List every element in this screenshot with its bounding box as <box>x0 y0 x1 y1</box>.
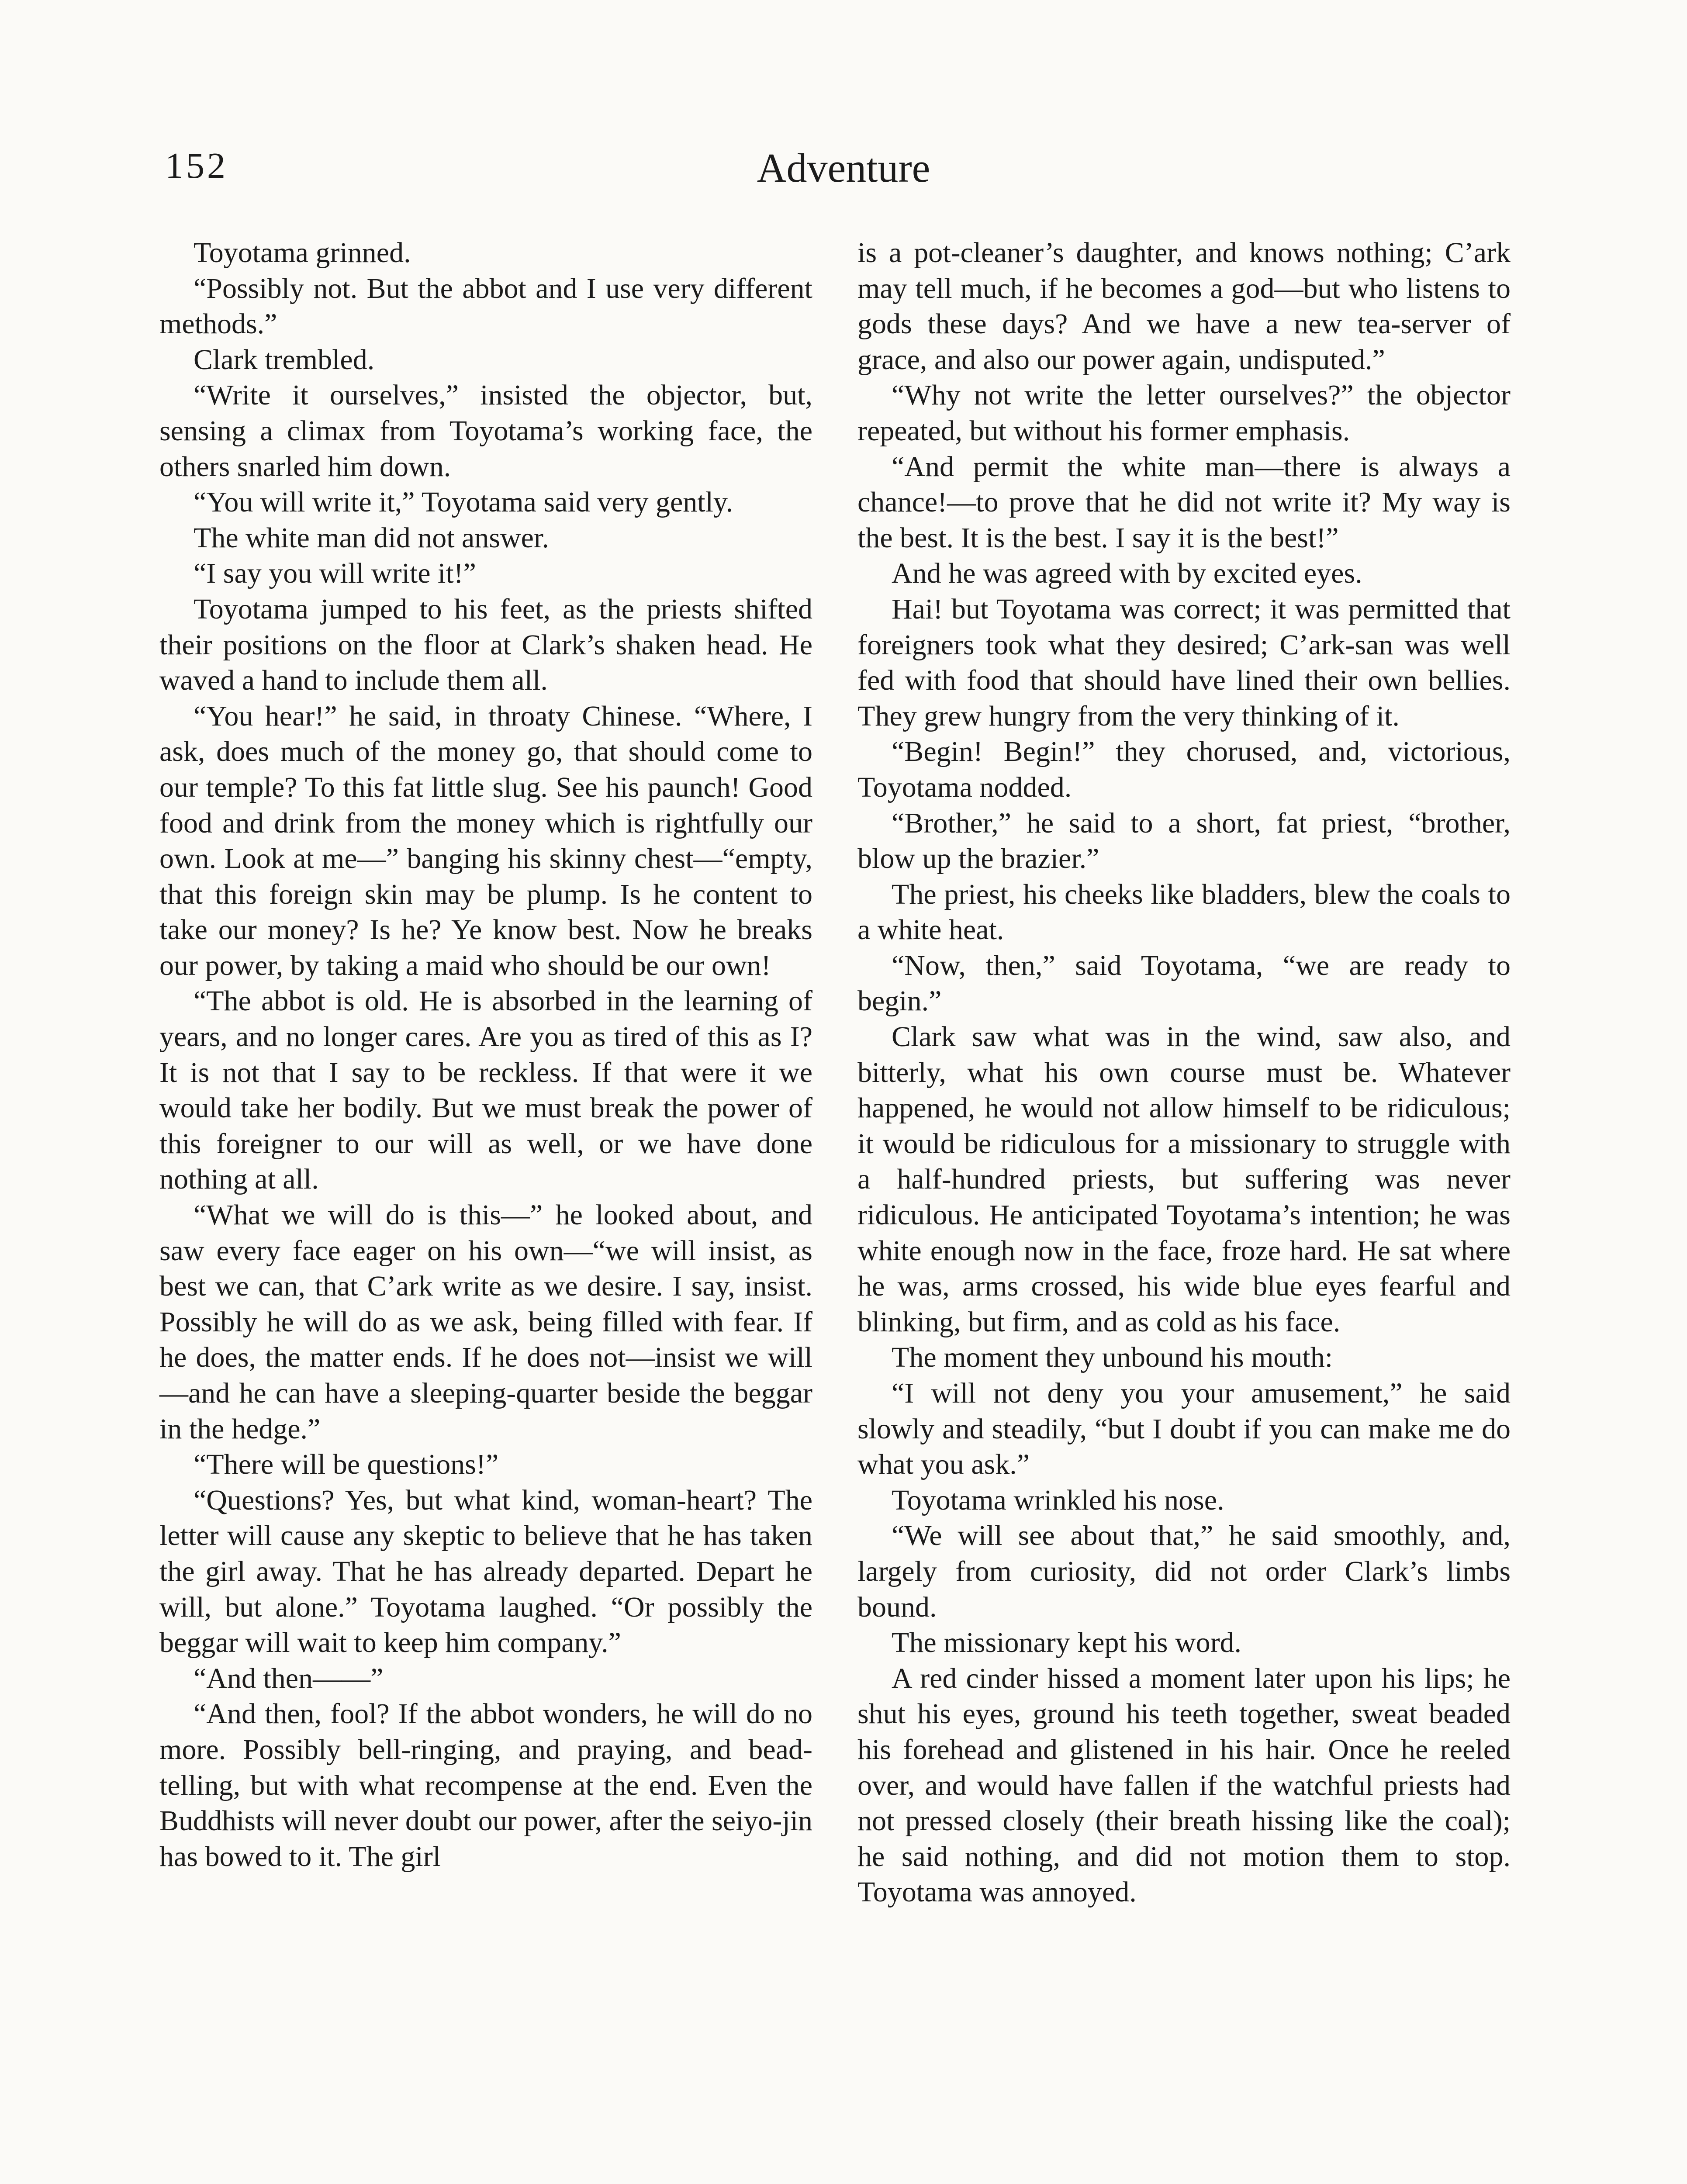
paragraph: Toyotama jumped to his feet, as the priests shifted their positions on the floor at Clark’s shaken head. He waved a hand to include them all. <box>159 593 812 697</box>
running-title: Adventure <box>757 145 930 191</box>
paragraph: “There will be questions!” <box>194 1448 499 1481</box>
paragraph: Toyotama wrinkled his nose. <box>892 1484 1224 1516</box>
paragraph: And he was agreed with by excited eyes. <box>892 557 1362 590</box>
paragraph: “Now, then,” said Toyotama, “we are ready to begin.” <box>857 949 1511 1017</box>
paragraph: “And then——” <box>194 1662 384 1694</box>
paragraph: Clark saw what was in the wind, saw also, and bitterly, what his own course must be. Whatever happened, he would not allow himself to be ridiculous; it would be ridiculous for a missionary to struggle with a half-hundred priests, but suffering was never ridiculous. He anticipated Toyotama’s intention; he was white enough now in the face, froze hard. He sat where he was, arms crossed, his wide blue eyes fearful and blinking, but firm, and as cold as his face. <box>857 1021 1511 1338</box>
left-column <box>159 235 812 1874</box>
right-column <box>857 235 1511 1910</box>
paragraph: The missionary kept his word. <box>892 1627 1242 1659</box>
paragraph: “I will not deny you your amusement,” he said slowly and steadily, “but I doubt if you can make me do what you ask.” <box>857 1377 1511 1481</box>
paragraph-continued: is a pot-cleaner’s daughter, and knows nothing; C’ark may tell much, if he becomes a god—but who listens to gods these days? And we have a new tea-server of grace, and also our power again, undisputed.” <box>857 237 1511 376</box>
paragraph: “You hear!” he said, in throaty Chinese. “Where, I ask, does much of the money go, that should come to our temple? To this fat little slug. See his paunch! Good food and drink from the money which is rightfully our own. Look at me—” banging his skinny chest—“empty, that this foreign skin may be plump. Is he content to take our money? Is he? Ye know best. Now he breaks our power, by taking a maid who should be our own! <box>159 700 812 981</box>
paragraph: Toyotama grinned. <box>194 237 411 269</box>
paragraph: “We will see about that,” he said smoothly, and, largely from curiosity, did not order Clark’s limbs bound. <box>857 1520 1511 1623</box>
paragraph: “You will write it,” Toyotama said very gently. <box>194 486 733 518</box>
paragraph: “Begin! Begin!” they chorused, and, victorious, Toyotama nodded. <box>857 736 1511 803</box>
paragraph: Clark trembled. <box>194 343 375 376</box>
paragraph: “Write it ourselves,” insisted the objector, but, sensing a climax from Toyotama’s working face, the others snarled him down. <box>159 379 812 483</box>
paragraph: “And then, fool? If the abbot wonders, he will do no more. Possibly bell-ringing, and praying, and bead-telling, but with what recompense at the end. Even the Buddhists will never doubt our power, after the seiyo-jin has bowed to it. The girl <box>159 1698 812 1873</box>
paragraph: “And permit the white man—there is always a chance!—to prove that he did not write it? My way is the best. It is the best. I say it is the best!” <box>857 450 1511 554</box>
paragraph: “The abbot is old. He is absorbed in the learning of years, and no longer cares. Are you as tired of this as I? It is not that I say to be reckless. If that were it we would take her bodily. But we must break the power of this foreigner to our will as well, or we have done nothing at all. <box>159 985 812 1196</box>
paragraph: Hai! but Toyotama was correct; it was permitted that foreigners took what they desired; C’ark-san was well fed with food that should have lined their own bellies. They grew hungry from the very thinking of it. <box>857 593 1511 732</box>
paragraph: “Brother,” he said to a short, fat priest, “brother, blow up the brazier.” <box>857 807 1511 875</box>
paragraph: “Why not write the letter ourselves?” the objector repeated, but without his former emphasis. <box>857 379 1511 447</box>
paragraph: “Questions? Yes, but what kind, woman-heart? The letter will cause any skeptic to believe that he has taken the girl away. That he has already departed. Depart he will, but alone.” Toyotama laughed. “Or possibly the beggar will wait to keep him company.” <box>159 1484 812 1659</box>
paragraph: “What we will do is this—” he looked about, and saw every face eager on his own—“we will insist, as best we can, that C’ark write as we desire. I say, insist. Possibly he will do as we ask, being filled with fear. If he does, the matter ends. If he does not—insist we will—and he can have a sleeping-quarter beside the beggar in the hedge.” <box>159 1199 812 1445</box>
paragraph: “Possibly not. But the abbot and I use very different methods.” <box>159 272 812 340</box>
paragraph: The white man did not answer. <box>194 522 549 554</box>
paragraph: “I say you will write it!” <box>194 557 476 590</box>
page-number: 152 <box>165 145 228 186</box>
paragraph: The priest, his cheeks like bladders, blew the coals to a white heat. <box>857 878 1511 946</box>
paragraph: A red cinder hissed a moment later upon his lips; he shut his eyes, ground his teeth together, sweat beaded his forehead and glistened in his hair. Once he reeled over, and would have fallen if the watchful priests had not pressed closely (their breath hissing like the coal); he said nothing, and did not motion them to stop. Toyotama was annoyed. <box>857 1662 1511 1908</box>
paragraph: The moment they unbound his mouth: <box>892 1341 1333 1374</box>
